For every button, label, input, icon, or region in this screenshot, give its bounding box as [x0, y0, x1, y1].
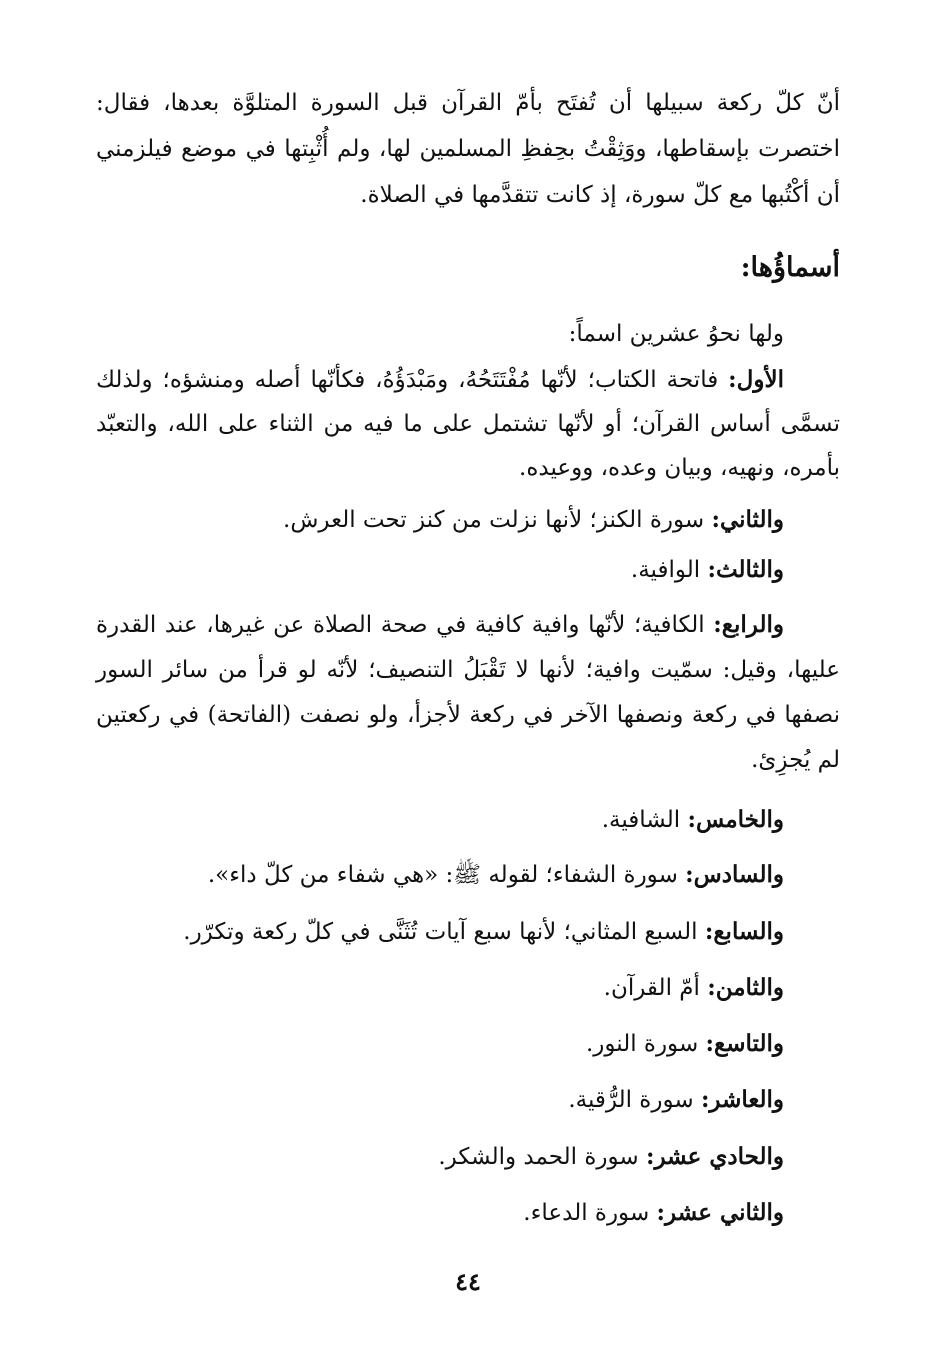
name-label: الأول: — [728, 366, 784, 393]
name-label: والسادس: — [685, 861, 784, 888]
name-entry-4 — [96, 602, 840, 783]
name-label: والثاني: — [711, 506, 784, 533]
name-text: الوافية. — [630, 557, 708, 583]
name-text: السبع المثاني؛ لأنها سبع آيات تُثَنَّى في كلّ ركعة وتكرّر. — [183, 919, 705, 945]
name-text: سورة النور. — [585, 1031, 706, 1057]
names-intro: ولها نحوُ عشرين اسماً: — [568, 321, 784, 347]
name-text: الشافية. — [601, 807, 688, 833]
section-heading: أسماؤُها: — [740, 252, 840, 283]
intro-paragraph: أنّ كلّ ركعة سبيلها أن تُفتَح بأمّ القرآن قبل السورة المتلوَّة بعدها، فقال: اختصرت بإسقاطها، ووَثِقْتُ بحِفظِ المسلمين لها، ولم أُثْبِتها في موضع فيلزمني أن أكْتُبها مع كلّ سورة، إذ كانت تتقدَّمها في الصلاة. — [96, 90, 840, 208]
name-text: الكافية؛ لأنّها وافية كافية في صحة الصلاة عن غيرها، عند القدرة عليها، وقيل: سمّيت وافية؛ لأنها لا تَقْبَلُ التنصيف؛ لأنّه لو قرأ من سائر السور نصفها في ركعة ونصفها الآخر في ركعة لأجزأ، ولو نصفت (الفاتحة) في ركعتين لم يُجزِئ. — [96, 612, 840, 773]
name-text: سورة الدعاء. — [523, 1200, 657, 1226]
name-label: والسابع: — [704, 918, 784, 945]
name-entry-7 — [183, 912, 784, 952]
name-entry-3 — [631, 550, 784, 590]
name-entry-12 — [523, 1193, 784, 1233]
name-label: والحادي عشر: — [645, 1143, 784, 1170]
name-label: والثالث: — [707, 556, 784, 583]
name-text: سورة الرُّقية. — [568, 1087, 701, 1113]
name-entry-10 — [568, 1080, 784, 1120]
name-entry-6 — [208, 855, 784, 895]
name-text: فاتحة الكتاب؛ لأنّها مُفْتَتَحُهُ، ومَبْدَؤُهُ، فكأنّها أصله ومنشؤه؛ ولذلك تسمَّى أساس القرآن؛ أو لأنّها تشتمل على ما فيه من الثناء على الله، والتعبّد بأمره، ونهيه، وبيان وعده، ووعيده. — [96, 367, 840, 481]
name-entry-9 — [586, 1024, 784, 1064]
page-number: ٤٤ — [455, 1267, 481, 1296]
name-entry-1 — [96, 358, 840, 490]
name-entry-8 — [604, 968, 784, 1008]
name-text: سورة الكنز؛ لأنها نزلت من كنز تحت العرش. — [283, 507, 712, 533]
name-entry-2 — [283, 500, 784, 540]
name-label: والثامن: — [707, 974, 784, 1001]
name-label: والرابع: — [713, 611, 784, 638]
name-entry-11 — [438, 1137, 784, 1177]
name-text: أمّ القرآن. — [603, 975, 708, 1001]
name-label: والثاني عشر: — [656, 1199, 784, 1226]
name-label: والعاشر: — [700, 1086, 784, 1113]
name-label: والخامس: — [687, 806, 784, 833]
name-text: سورة الشفاء؛ لقوله ﷺ: «هي شفاء من كلّ داء». — [207, 862, 686, 888]
name-label: والتاسع: — [705, 1030, 784, 1057]
name-entry-5 — [602, 800, 784, 840]
name-text: سورة الحمد والشكر. — [438, 1144, 646, 1170]
